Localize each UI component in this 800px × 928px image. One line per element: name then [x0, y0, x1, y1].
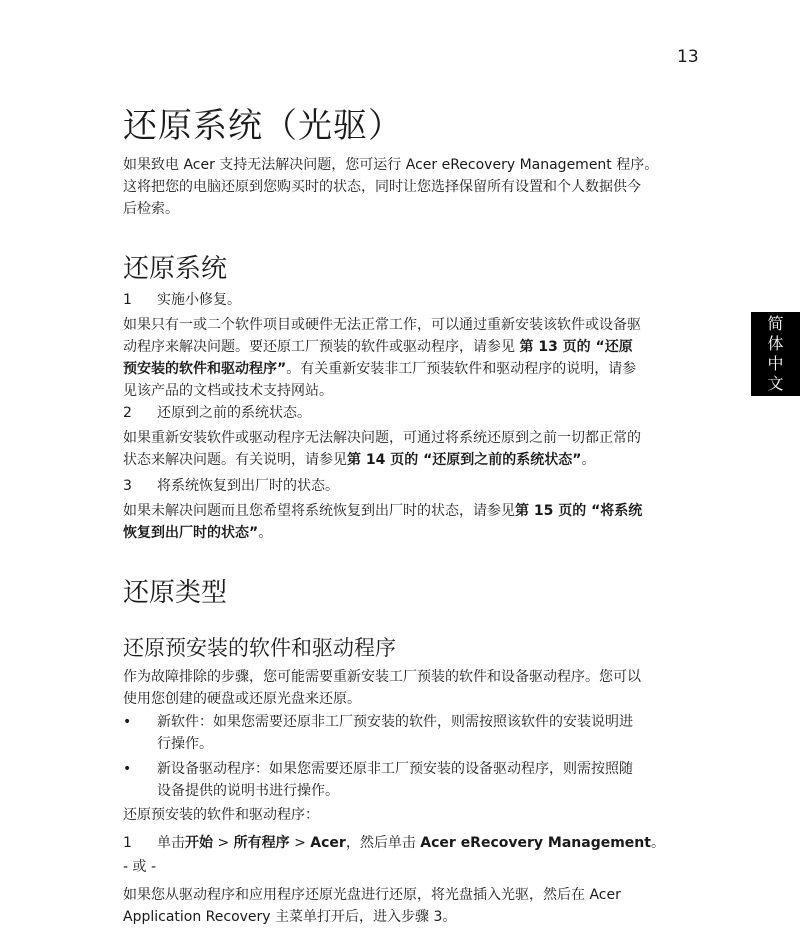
- body-line: 动程序来解决问题。要还原工厂预装的软件或驱动程序，请参见 第 13 页的 “还原: [123, 339, 633, 355]
- body-line: 见该产品的文档或技术支持网站。: [123, 383, 333, 399]
- bullet-item: [123, 758, 698, 802]
- final-paragraph: [123, 884, 698, 928]
- restore-step-1: [123, 289, 698, 311]
- bullet-line: 新设备驱动程序：如果您需要还原非工厂预安装的设备驱动程序，则需按照随: [157, 761, 633, 777]
- language-tab-char: 体: [767, 334, 784, 353]
- restore-lead: 还原预安装的软件和驱动程序：: [123, 807, 319, 823]
- section-heading-restore: 还原系统: [123, 254, 228, 284]
- body-line: 如果重新安装软件或驱动程序无法解决问题，可通过将系统还原到之前一切都正常的: [123, 430, 641, 446]
- language-tab-char: 中: [767, 354, 784, 373]
- bullet-item: [123, 711, 698, 755]
- step-number: 2: [123, 405, 132, 421]
- intro-line: 这将把您的电脑还原到您购买时的状态，同时让您选择保留所有设置和个人数据供今: [123, 179, 641, 195]
- or-separator: - 或 -: [123, 859, 157, 875]
- types-paragraph: [123, 666, 698, 710]
- language-tab-char: 文: [767, 374, 784, 393]
- page-title: 还原系统（光驱）: [123, 106, 403, 146]
- page-reference: 恢复到出厂时的状态”: [123, 525, 259, 541]
- intro-line: 后检索。: [123, 201, 179, 217]
- restore-step-3: [123, 475, 698, 497]
- section-heading-types: 还原类型: [123, 578, 228, 608]
- intro-line: 如果致电 Acer 支持无法解决问题，您可运行 Acer eRecovery Management 程序。: [123, 157, 659, 173]
- bullet-line: 行操作。: [157, 736, 213, 752]
- bullet-dot: •: [123, 714, 132, 730]
- step-label: 还原到之前的系统状态。: [157, 405, 311, 421]
- language-tab-char: 简: [767, 314, 784, 333]
- body-line: 状态来解决问题。有关说明，请参见第 14 页的 “还原到之前的系统状态”。: [123, 452, 596, 468]
- subsection-heading: 还原预安装的软件和驱动程序: [123, 636, 396, 660]
- step-label: 将系统恢复到出厂时的状态。: [157, 478, 339, 494]
- page-reference: 第 15 页的 “将系统: [515, 503, 643, 519]
- body-line: 使用您创建的硬盘或还原光盘来还原。: [123, 691, 361, 707]
- step-number: 1: [123, 835, 132, 851]
- bullet-line: 新软件：如果您需要还原非工厂预安装的软件，则需按照该软件的安装说明进: [157, 714, 633, 730]
- body-line: 如果您从驱动程序和应用程序还原光盘进行还原，将光盘插入光驱，然后在 Acer: [123, 887, 621, 903]
- bullet-dot: •: [123, 761, 132, 777]
- restore-step-3-body: [123, 500, 698, 544]
- page-number: 13: [677, 47, 699, 67]
- restore-step-2-body: [123, 427, 698, 471]
- body-line: 恢复到出厂时的状态”。: [123, 525, 273, 541]
- restore-step-1-body: [123, 314, 698, 402]
- step-text: 单击开始 > 所有程序 > Acer，然后单击 Acer eRecovery Management。: [157, 835, 665, 851]
- body-line: 预安装的软件和驱动程序”。有关重新安装非工厂预装软件和驱动程序的说明，请参: [123, 361, 637, 377]
- page-reference: 第 13 页的 “还原: [519, 339, 633, 355]
- body-line: 如果只有一或二个软件项目或硬件无法正常工作，可以通过重新安装该软件或设备驱: [123, 317, 641, 333]
- language-tab: [751, 312, 800, 396]
- intro-paragraph: [123, 154, 698, 220]
- body-line: 如果未解决问题而且您希望将系统恢复到出厂时的状态，请参见第 15 页的 “将系统: [123, 503, 643, 519]
- page-reference: 预安装的软件和驱动程序”: [123, 361, 287, 377]
- step-number: 1: [123, 292, 132, 308]
- types-step-1: [123, 832, 698, 854]
- body-line: Application Recovery 主菜单打开后，进入步骤 3。: [123, 909, 457, 925]
- bullet-line: 设备提供的说明书进行操作。: [157, 783, 339, 799]
- step-number: 3: [123, 478, 132, 494]
- page-reference: 第 14 页的 “还原到之前的系统状态”: [347, 452, 582, 468]
- body-line: 作为故障排除的步骤，您可能需要重新安装工厂预装的软件和设备驱动程序。您可以: [123, 669, 641, 685]
- step-label: 实施小修复。: [157, 292, 241, 308]
- restore-step-2: [123, 402, 698, 424]
